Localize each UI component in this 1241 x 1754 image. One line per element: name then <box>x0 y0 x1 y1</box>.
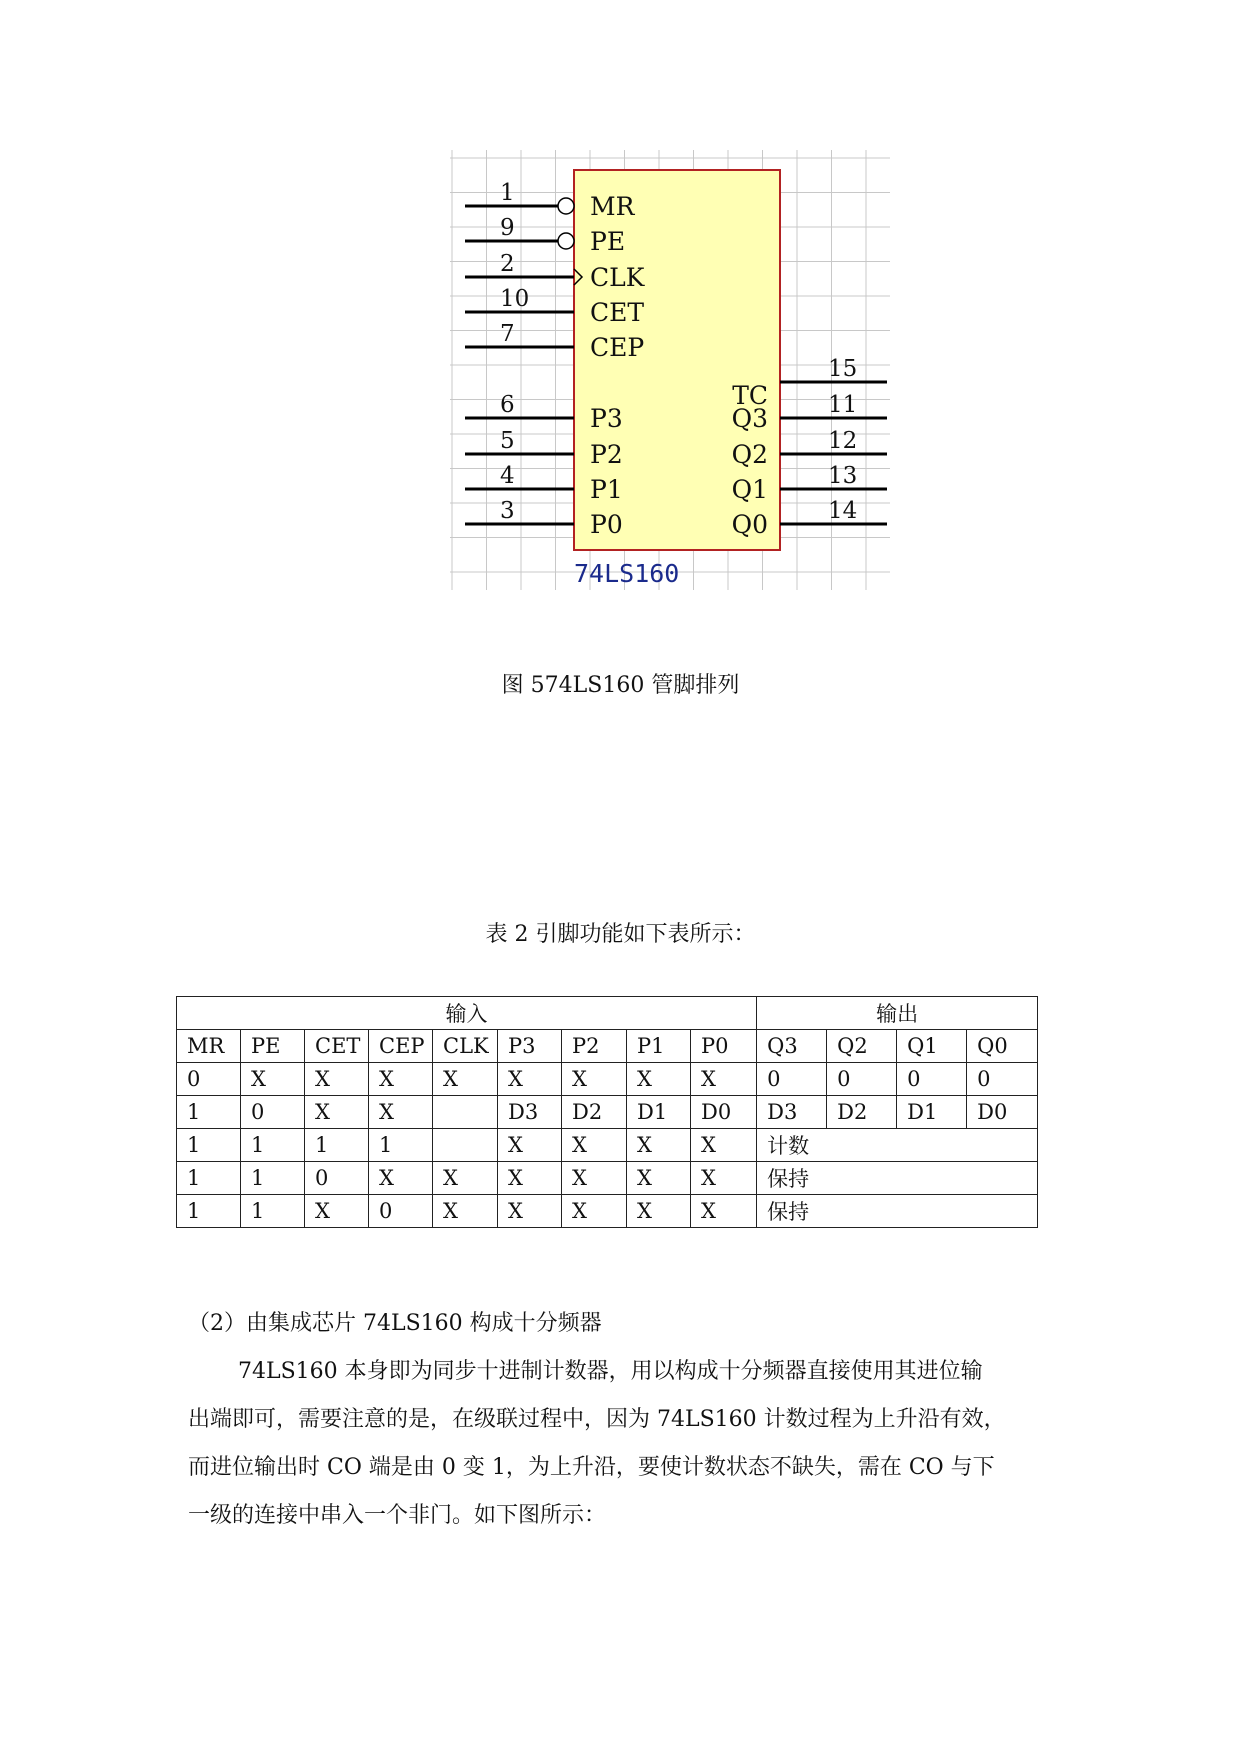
table-cell: D1 <box>627 1096 691 1129</box>
table-cell: X <box>433 1063 498 1096</box>
table-cell: D0 <box>691 1096 757 1129</box>
table-cell: X <box>691 1063 757 1096</box>
table-cell: 1 <box>241 1162 305 1195</box>
input-group-header: 输入 <box>177 997 757 1030</box>
column-header: P0 <box>691 1030 757 1063</box>
body-paragraph <box>188 1348 1058 1540</box>
table-cell: 1 <box>177 1096 241 1129</box>
pin-number: 10 <box>500 286 530 312</box>
table-row <box>177 1195 1038 1228</box>
pin-name: P1 <box>590 475 623 504</box>
table-cell: X <box>241 1063 305 1096</box>
inversion-bubble <box>558 233 574 249</box>
table-cell: 0 <box>369 1195 433 1228</box>
column-header: P3 <box>498 1030 562 1063</box>
output-group-header: 输出 <box>757 997 1038 1030</box>
inversion-bubble <box>558 198 574 214</box>
table-cell: X <box>562 1195 627 1228</box>
pin-name: P2 <box>590 440 623 469</box>
chip-label: 74LS160 <box>574 559 680 588</box>
body-line: 一级的连接中串入一个非门。如下图所示： <box>188 1503 607 1528</box>
table-cell: 0 <box>241 1096 305 1129</box>
pin-name: TC <box>732 381 768 410</box>
column-header: CEP <box>369 1030 433 1063</box>
pinout-diagram <box>450 150 910 610</box>
table-cell: X <box>627 1063 691 1096</box>
table-row <box>177 1096 1038 1129</box>
pin-name: P0 <box>590 510 623 539</box>
table-cell: X <box>627 1162 691 1195</box>
pin-name: Q3 <box>731 404 768 433</box>
pin-number: 9 <box>500 215 515 241</box>
pin-number: 5 <box>500 428 515 454</box>
table-cell: 0 <box>897 1063 967 1096</box>
pin-number: 11 <box>828 392 858 418</box>
table-cell <box>433 1129 498 1162</box>
column-header: Q0 <box>967 1030 1038 1063</box>
table-cell: X <box>369 1162 433 1195</box>
table-cell: X <box>562 1162 627 1195</box>
body-line: 74LS160 本身即为同步十进制计数器，用以构成十分频器直接使用其进位输 <box>238 1359 983 1384</box>
column-header: PE <box>241 1030 305 1063</box>
pin-name: Q2 <box>731 440 768 469</box>
table-body <box>177 997 1038 1228</box>
table-cell: X <box>691 1162 757 1195</box>
pin-name: PE <box>590 227 626 256</box>
column-header: Q3 <box>757 1030 827 1063</box>
table-cell: D3 <box>498 1096 562 1129</box>
table-caption: 表 2 引脚功能如下表所示： <box>485 922 756 947</box>
pin-number: 12 <box>828 428 858 454</box>
table-cell: 保持 <box>757 1162 1038 1195</box>
body-line: 而进位输出时 CO 端是由 0 变 1，为上升沿，要使计数状态不缺失，需在 CO 与下 <box>188 1455 995 1480</box>
table-cell: X <box>562 1063 627 1096</box>
table-cell: X <box>498 1195 562 1228</box>
body-line: 出端即可，需要注意的是，在级联过程中，因为 74LS160 计数过程为上升沿有效， <box>188 1407 1006 1432</box>
table-row <box>177 1063 1038 1096</box>
pin-number: 3 <box>500 498 515 524</box>
table-cell: X <box>498 1129 562 1162</box>
table-cell: 1 <box>241 1195 305 1228</box>
pin-name: P3 <box>590 404 623 433</box>
pin-number: 7 <box>500 321 515 347</box>
table-cell: X <box>305 1096 369 1129</box>
column-header-row <box>177 1030 1038 1063</box>
column-header: Q2 <box>827 1030 897 1063</box>
table-cell: X <box>305 1063 369 1096</box>
table-cell: X <box>433 1162 498 1195</box>
table-cell: 0 <box>967 1063 1038 1096</box>
group-header-row <box>177 997 1038 1030</box>
pin-name: MR <box>590 192 635 221</box>
pin-number: 2 <box>500 251 515 277</box>
table-cell: X <box>305 1195 369 1228</box>
pin-name: CEP <box>590 333 645 362</box>
table-cell: 0 <box>757 1063 827 1096</box>
table-cell: 计数 <box>757 1129 1038 1162</box>
pin-name: Q1 <box>731 475 768 504</box>
table-cell: X <box>627 1129 691 1162</box>
pin-function-table <box>176 996 1038 1228</box>
pin-name: CET <box>590 298 645 327</box>
pin-number: 14 <box>828 498 858 524</box>
pin-number: 15 <box>828 356 858 382</box>
table-cell: X <box>691 1195 757 1228</box>
table-cell: D2 <box>827 1096 897 1129</box>
figure-caption: 图 574LS160 管脚排列 <box>501 673 740 698</box>
table-cell: X <box>498 1063 562 1096</box>
table-cell: D2 <box>562 1096 627 1129</box>
table-cell: X <box>369 1096 433 1129</box>
column-header: P2 <box>562 1030 627 1063</box>
table-cell: D0 <box>967 1096 1038 1129</box>
pin-name: Q0 <box>731 510 768 539</box>
table-cell: X <box>369 1063 433 1096</box>
table-cell: 1 <box>241 1129 305 1162</box>
pin-number: 4 <box>500 463 515 489</box>
pin-name: CLK <box>590 263 645 292</box>
table-cell <box>433 1096 498 1129</box>
column-header: P1 <box>627 1030 691 1063</box>
table-cell: X <box>498 1162 562 1195</box>
table-cell: X <box>433 1195 498 1228</box>
pin-number: 13 <box>828 463 858 489</box>
table-cell: 保持 <box>757 1195 1038 1228</box>
table-row <box>177 1129 1038 1162</box>
table-row <box>177 1162 1038 1195</box>
table-cell: X <box>562 1129 627 1162</box>
table-cell: 1 <box>177 1162 241 1195</box>
table-cell: D3 <box>757 1096 827 1129</box>
table-cell: 1 <box>305 1129 369 1162</box>
table-cell: 0 <box>827 1063 897 1096</box>
section-heading: （2）由集成芯片 74LS160 构成十分频器 <box>188 1311 602 1336</box>
table-cell: 1 <box>177 1195 241 1228</box>
table-cell: 0 <box>305 1162 369 1195</box>
table-cell: 1 <box>369 1129 433 1162</box>
table-cell: X <box>627 1195 691 1228</box>
table-cell: 1 <box>177 1129 241 1162</box>
table-cell: D1 <box>897 1096 967 1129</box>
column-header: MR <box>177 1030 241 1063</box>
table-cell: X <box>691 1129 757 1162</box>
table-cell: 0 <box>177 1063 241 1096</box>
column-header: CET <box>305 1030 369 1063</box>
pin-number: 1 <box>500 180 515 206</box>
column-header: Q1 <box>897 1030 967 1063</box>
pinout-figure <box>450 150 910 610</box>
column-header: CLK <box>433 1030 498 1063</box>
pin-number: 6 <box>500 392 515 418</box>
